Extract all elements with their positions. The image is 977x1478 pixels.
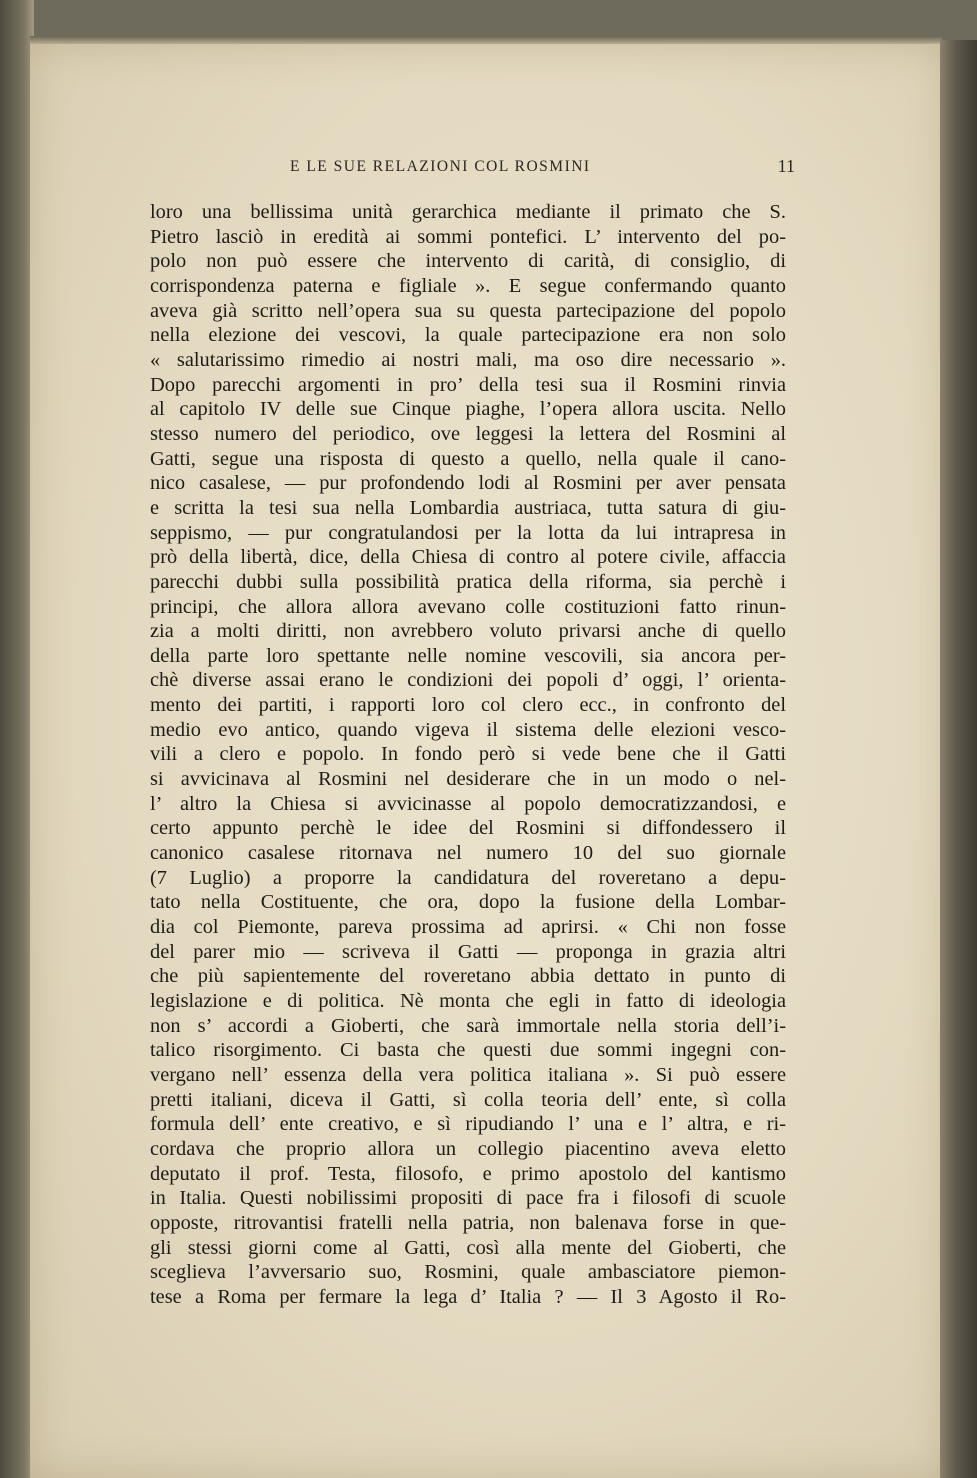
text-line: che più sapientemente del roveretano abbia dettato in punto di: [150, 965, 786, 988]
text-line: Dopo parecchi argomenti in pro’ della tesi sua il Rosmini rinvia: [150, 373, 786, 396]
text-line: aveva già scritto nell’opera sua su questa partecipazione del popolo: [150, 299, 786, 322]
text-line: si avvicinava al Rosmini nel desiderare che in un modo o nel-: [150, 768, 786, 791]
text-line: principi, che allora allora avevano colle costituzioni fatto rinun-: [150, 595, 786, 618]
text-line: (7 Luglio) a proporre la candidatura del roveretano a depu-: [150, 866, 786, 889]
binding-edge: [0, 0, 34, 1478]
text-line: zia a molti diritti, non avrebbero voluto privarsi anche di quello: [150, 620, 786, 643]
text-line: legislazione e di politica. Nè monta che egli in fatto di ideologia: [150, 990, 786, 1012]
page-header: [290, 158, 795, 182]
text-line: formula dell’ ente creativo, e sì ripudiando l’ una e l’ altra, e ri-: [150, 1113, 786, 1136]
text-line: in Italia. Questi nobilissimi propositi di pace fra i filosofi di scuole: [150, 1187, 786, 1210]
text-line: della parte loro spettante nelle nomine vescovili, sia ancora per-: [150, 644, 786, 667]
text-line: certo appunto perchè le idee del Rosmini si diffondessero il: [150, 817, 786, 840]
page-number: 11: [777, 156, 795, 176]
text-line: pretti italiani, diceva il Gatti, sì colla teoria dell’ ente, sì colla: [150, 1088, 786, 1111]
text-line: gli stessi giorni come al Gatti, così alla mente del Gioberti, che: [150, 1236, 786, 1259]
text-line: prò della libertà, dice, della Chiesa di contro al potere civile, affaccia: [150, 546, 786, 569]
text-line: stesso numero del periodico, ove leggesi la lettera del Rosmini al: [150, 422, 786, 445]
text-line: nico casalese, — pur profondendo lodi al Rosmini per aver pensata: [150, 472, 786, 495]
text-line: vergano nell’ essenza della vera politica italiana ». Si può essere: [150, 1063, 786, 1086]
text-line: e scritta la tesi sua nella Lombardia austriaca, tutta satura di giu-: [150, 496, 786, 519]
text-line: al capitolo IV delle sue Cinque piaghe, l’opera allora uscita. Nello: [150, 398, 786, 421]
text-line: sceglieva l’avversario suo, Rosmini, quale ambasciatore piemon-: [150, 1261, 786, 1284]
text-line: loro una bellissima unità gerarchica mediante il primato che S.: [150, 201, 786, 223]
running-title: E LE SUE RELAZIONI COL ROSMINI: [290, 158, 591, 175]
page-right-edge: [940, 40, 977, 1478]
text-line: medio evo antico, quando vigeva il sistema delle elezioni vesco-: [150, 718, 786, 741]
text-line: seppismo, — pur congratulandosi per la lotta da lui intrapresa in: [150, 521, 786, 544]
text-line: tese a Roma per fermare la lega d’ Italia ? — Il 3 Agosto il Ro-: [150, 1285, 786, 1308]
body-text: [150, 200, 786, 1310]
text-line: chè diverse assai erano le condizioni dei popoli d’ oggi, l’ orienta-: [150, 669, 786, 692]
text-line: deputato il prof. Testa, filosofo, e primo apostolo del kantismo: [150, 1162, 786, 1185]
text-line: « salutarissimo rimedio ai nostri mali, ma oso dire necessario ».: [150, 348, 786, 371]
text-line: corrispondenza paterna e figliale ». E segue confermando quanto: [150, 274, 786, 297]
text-line: tato nella Costituente, che ora, dopo la fusione della Lombar-: [150, 891, 786, 914]
text-line: cordava che proprio allora un collegio piacentino aveva eletto: [150, 1137, 786, 1160]
text-line: Gatti, segue una risposta di questo a quello, nella quale il cano-: [150, 447, 786, 470]
text-line: l’ altro la Chiesa si avvicinasse al popolo democratizzandosi, e: [150, 792, 786, 815]
text-line: nella elezione dei vescovi, la quale partecipazione era non solo: [150, 324, 786, 347]
text-line: vili a clero e popolo. In fondo però si vede bene che il Gatti: [150, 743, 786, 766]
text-line: polo non può essere che intervento di carità, di consiglio, di: [150, 250, 786, 273]
text-line: canonico casalese ritornava nel numero 10 del suo giornale: [150, 842, 786, 865]
text-line: dia col Piemonte, pareva prossima ad aprirsi. « Chi non fosse: [150, 916, 786, 939]
text-line: Pietro lasciò in eredità ai sommi pontefici. L’ intervento del po-: [150, 225, 786, 248]
text-line: mento dei partiti, i rapporti loro col clero ecc., in confronto del: [150, 694, 786, 717]
text-line: parecchi dubbi sulla possibilità pratica della riforma, sia perchè i: [150, 570, 786, 593]
text-line: talico risorgimento. Ci basta che questi due sommi ingegni con-: [150, 1039, 786, 1062]
text-line: del parer mio — scriveva il Gatti — proponga in grazia altri: [150, 940, 786, 963]
text-line: non s’ accordi a Gioberti, che sarà immortale nella storia dell’i-: [150, 1014, 786, 1037]
text-line: opposte, ritrovantisi fratelli nella patria, non balenava forse in que-: [150, 1211, 786, 1234]
